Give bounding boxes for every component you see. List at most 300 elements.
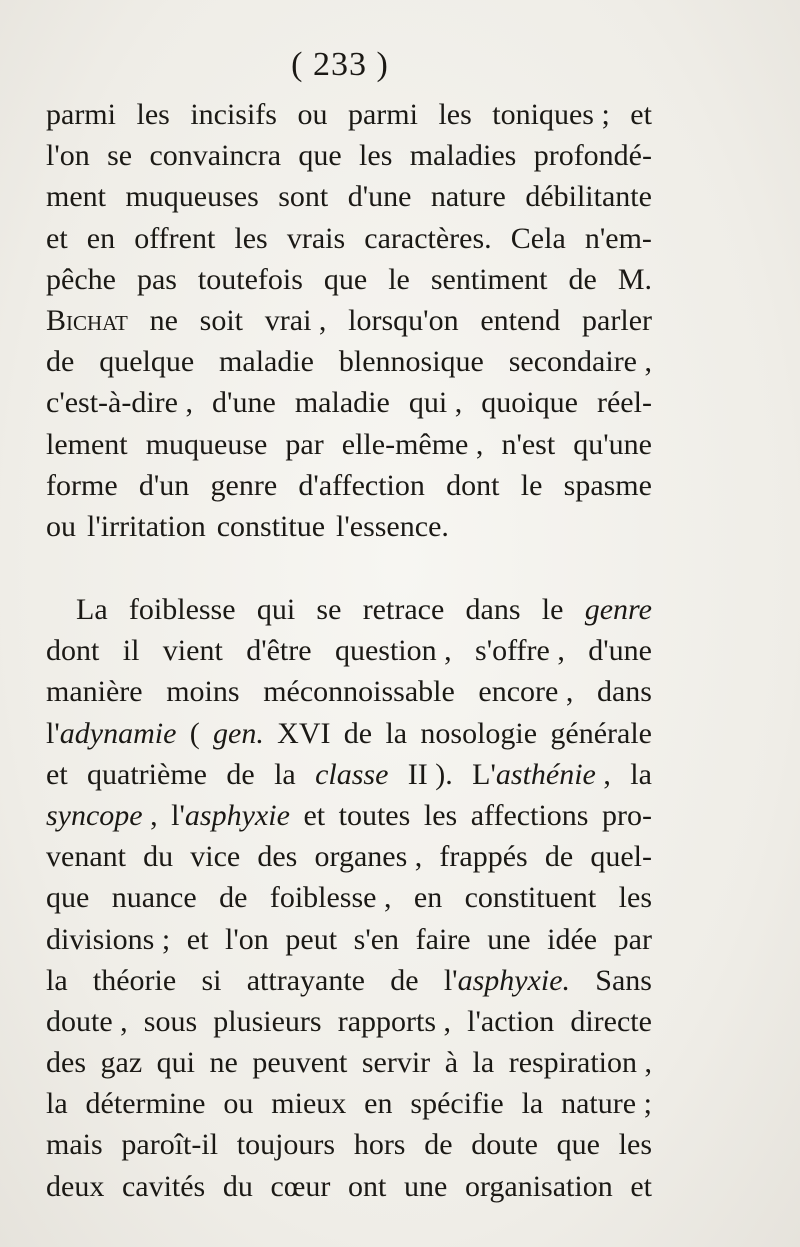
word: les <box>359 139 393 173</box>
word: peuvent <box>252 1046 348 1080</box>
word: gaz <box>100 1046 143 1080</box>
word-group <box>569 259 597 300</box>
word-group <box>471 1124 538 1165</box>
word: par <box>285 427 324 461</box>
word-group <box>348 1166 386 1207</box>
word-group <box>46 506 76 547</box>
word: que <box>298 139 342 173</box>
word: doute , <box>46 1004 128 1038</box>
text-line <box>46 630 652 671</box>
word: nature ; <box>561 1087 652 1121</box>
text-line <box>46 135 652 176</box>
word-group <box>385 713 407 754</box>
word-group <box>87 754 207 795</box>
word-group <box>590 836 652 877</box>
word-group <box>125 176 258 217</box>
word: détermine <box>85 1087 206 1121</box>
text-line <box>46 424 652 465</box>
word-group <box>234 218 267 259</box>
word-group <box>431 176 506 217</box>
word: maladies <box>409 139 517 173</box>
word-group <box>46 176 106 217</box>
word-group <box>46 300 128 341</box>
word: offrent <box>134 221 216 255</box>
text-line <box>46 754 652 795</box>
word: à <box>444 1046 459 1080</box>
word-group <box>46 259 116 300</box>
word-group <box>190 713 200 754</box>
word: générale <box>550 716 652 750</box>
word-group <box>408 754 453 795</box>
word-group <box>424 1124 452 1165</box>
word: d'une <box>588 634 652 668</box>
word: sont <box>278 180 329 214</box>
word: , <box>150 798 158 832</box>
word: de <box>219 881 248 915</box>
word-group <box>257 589 295 630</box>
text-line <box>46 1001 652 1042</box>
word-group <box>338 1001 451 1042</box>
word: sentiment <box>430 262 548 296</box>
word: nature <box>430 180 506 214</box>
word-group <box>46 1124 103 1165</box>
word: l'essence. <box>336 509 449 543</box>
word: s'en <box>353 922 400 956</box>
word-group <box>416 919 471 960</box>
word: secondaire , <box>508 345 652 379</box>
word-group <box>618 259 652 300</box>
word: XVI <box>277 716 331 750</box>
word-group <box>297 94 327 135</box>
text-line <box>46 506 652 547</box>
word-group <box>210 1042 238 1083</box>
word-group <box>509 341 652 382</box>
word-group <box>163 630 223 671</box>
word-group <box>582 300 652 341</box>
word: servir <box>361 1046 431 1080</box>
word: ( <box>189 716 200 750</box>
text-line <box>46 259 652 300</box>
word: toutes <box>338 798 411 832</box>
word-group <box>597 382 652 423</box>
word-group <box>247 960 365 1001</box>
word-group <box>431 259 548 300</box>
word: n'est <box>501 427 556 461</box>
word: adynamie <box>59 716 177 750</box>
word-group <box>511 218 566 259</box>
word-group <box>46 1042 86 1083</box>
word-group <box>46 382 193 423</box>
word: que <box>556 1128 600 1162</box>
word: d'une <box>347 180 412 214</box>
text-line <box>46 671 652 712</box>
word: plusieurs <box>213 1004 322 1038</box>
word: les <box>438 98 472 131</box>
word: cœur <box>270 1169 331 1203</box>
word: vice <box>190 840 241 874</box>
word-group <box>123 630 140 671</box>
word-group <box>211 465 278 506</box>
word-group <box>595 960 652 1001</box>
word-group <box>166 671 239 712</box>
word-group <box>46 754 68 795</box>
word: dans <box>465 593 521 626</box>
word: nuance <box>111 881 197 915</box>
word-group <box>573 424 652 465</box>
word: les <box>136 98 170 131</box>
word-group <box>46 465 118 506</box>
word-group <box>342 424 484 465</box>
text-line <box>46 589 652 630</box>
word: la <box>274 757 296 791</box>
word-group <box>99 341 194 382</box>
word: d'une <box>212 386 276 420</box>
word: doute <box>471 1128 538 1162</box>
word-group <box>46 960 68 1001</box>
word: asthénie <box>495 757 596 791</box>
word-group <box>217 506 325 547</box>
word: qui <box>156 1046 196 1080</box>
word: paroît-il <box>121 1128 219 1162</box>
text-line <box>46 176 652 217</box>
text-line <box>46 919 652 960</box>
word: frappés <box>439 840 528 874</box>
word: maladie <box>219 345 314 379</box>
word-group <box>585 218 652 259</box>
word-group <box>198 259 303 300</box>
word-group <box>190 836 240 877</box>
word: asphyxie <box>184 798 290 832</box>
word: vrai , <box>264 303 327 337</box>
word-group <box>525 176 652 217</box>
word: l' <box>171 798 185 832</box>
word-group <box>277 713 330 754</box>
word: se <box>316 593 342 626</box>
word: la <box>385 716 408 750</box>
word: rapports , <box>337 1004 452 1038</box>
word-group <box>501 424 555 465</box>
word: toutefois <box>197 262 303 296</box>
word-group <box>295 382 390 423</box>
word: qu'une <box>573 427 652 461</box>
word: des <box>257 840 298 874</box>
word: la <box>521 1087 544 1121</box>
word: ou <box>46 509 76 543</box>
word-group <box>213 1001 321 1042</box>
word: en <box>364 1087 393 1121</box>
word-group <box>270 1166 330 1207</box>
word-group <box>570 1001 652 1042</box>
word-group <box>298 465 424 506</box>
word-group <box>46 341 74 382</box>
word: une <box>487 922 531 956</box>
word: que <box>323 262 368 296</box>
word: blennosique <box>338 345 484 379</box>
word-group <box>265 300 327 341</box>
word-group <box>336 506 449 547</box>
word: faire <box>415 922 471 956</box>
word: une <box>404 1169 448 1203</box>
word-group <box>410 1083 503 1124</box>
word: genre <box>584 593 652 626</box>
text-line <box>46 713 652 754</box>
word: M. <box>617 262 652 296</box>
word-group <box>315 836 423 877</box>
word: retrace <box>362 593 445 626</box>
word: si <box>201 963 222 997</box>
word: la <box>46 1087 68 1121</box>
word-group <box>390 960 418 1001</box>
word-group <box>285 919 337 960</box>
word: organisation <box>464 1169 613 1203</box>
word-group <box>171 795 290 836</box>
word: ment <box>46 180 106 214</box>
word-group <box>344 713 372 754</box>
word: qui , <box>408 386 463 420</box>
word: ne <box>149 303 178 337</box>
word-group <box>46 1166 104 1207</box>
word: spasme <box>563 468 652 502</box>
word: affections <box>470 798 589 832</box>
word-group <box>619 1124 652 1165</box>
word: muqueuses <box>125 180 259 214</box>
word: et <box>186 922 209 956</box>
word: ou <box>297 98 328 131</box>
word: réel- <box>596 386 652 420</box>
word-group <box>348 300 458 341</box>
word-group <box>471 795 589 836</box>
word: muqueuse <box>145 427 268 461</box>
word: sous <box>143 1004 198 1038</box>
word-group <box>564 465 652 506</box>
word: peut <box>285 922 338 956</box>
word-group <box>410 135 517 176</box>
word-group <box>46 919 170 960</box>
word: ne <box>209 1046 238 1080</box>
word-group <box>335 630 452 671</box>
word-group <box>46 671 143 712</box>
text-line <box>46 1166 652 1207</box>
word: n'em- <box>584 221 652 255</box>
word-group <box>237 1124 335 1165</box>
word: par <box>613 922 652 956</box>
word: quatrième <box>87 757 207 791</box>
word: l'on <box>46 139 90 173</box>
word-group <box>420 713 537 754</box>
word: le <box>520 468 543 502</box>
word-group <box>46 218 68 259</box>
word-group <box>87 218 115 259</box>
paragraph <box>46 589 652 1207</box>
word: moins <box>166 675 240 709</box>
word-group <box>619 877 652 918</box>
word-group <box>263 671 455 712</box>
word: vient <box>162 634 223 668</box>
word-group <box>219 877 247 918</box>
word-group <box>545 836 573 877</box>
word: les <box>618 881 652 915</box>
word: de <box>226 757 255 791</box>
word-group <box>46 795 158 836</box>
word-group <box>139 465 189 506</box>
word: parler <box>582 303 652 337</box>
word-group <box>561 1083 652 1124</box>
word-group <box>200 300 243 341</box>
word-group <box>46 713 176 754</box>
word: la <box>472 1046 495 1080</box>
word: se <box>107 139 133 173</box>
word-group <box>630 754 652 795</box>
word: quoique <box>481 386 578 420</box>
word-group <box>602 795 652 836</box>
word-group <box>354 919 399 960</box>
word: en <box>413 881 443 915</box>
word: de <box>343 716 373 750</box>
word-group <box>557 1124 600 1165</box>
word-group <box>521 465 543 506</box>
page-number: ( 233 ) <box>291 46 389 83</box>
word: gen. <box>213 716 264 750</box>
word-group <box>271 1083 346 1124</box>
word-group <box>190 94 277 135</box>
word: lement <box>46 427 128 461</box>
word: du <box>222 1169 253 1203</box>
text-line <box>46 341 652 382</box>
word-group <box>542 589 564 630</box>
word-group <box>467 1001 554 1042</box>
word: l'on <box>225 922 269 956</box>
word: et <box>630 1169 652 1203</box>
word: toniques ; <box>492 98 610 131</box>
word-group <box>136 94 169 135</box>
word-group <box>287 218 345 259</box>
word-group <box>315 754 388 795</box>
word-group <box>112 877 197 918</box>
word-group <box>522 1083 544 1124</box>
word: attrayante <box>246 963 365 997</box>
word: constitue <box>216 509 326 543</box>
word-group <box>316 589 341 630</box>
word: de <box>390 963 419 997</box>
word-group <box>472 754 611 795</box>
word: maladie <box>294 386 390 420</box>
word: deux <box>46 1169 105 1203</box>
word-group <box>550 713 652 754</box>
word: vrais <box>286 221 346 255</box>
word-group <box>122 1166 205 1207</box>
text-line <box>46 382 652 423</box>
word-group <box>364 1083 392 1124</box>
text-line <box>46 300 652 341</box>
word-group <box>630 1166 652 1207</box>
word: dont <box>446 468 500 502</box>
word-group <box>87 506 206 547</box>
word: , <box>603 757 611 791</box>
word: profondé- <box>533 139 652 173</box>
word: quelque <box>99 345 195 379</box>
word-group <box>478 671 573 712</box>
word: caractères. <box>364 221 492 255</box>
word: Bichat <box>46 303 128 337</box>
word: les <box>618 1128 652 1162</box>
word-group <box>212 382 276 423</box>
word: respiration , <box>508 1046 652 1080</box>
word-group <box>364 218 491 259</box>
word-group <box>149 135 281 176</box>
word: hors <box>353 1128 406 1162</box>
word: entend <box>480 303 561 337</box>
word: parmi <box>347 98 418 131</box>
word-group <box>534 135 652 176</box>
word: asphyxie. <box>457 963 571 997</box>
word-group <box>409 382 462 423</box>
word: cavités <box>121 1169 206 1203</box>
word: ou <box>223 1087 254 1121</box>
word-group <box>157 1042 195 1083</box>
word-group <box>86 1083 206 1124</box>
word-group <box>597 671 652 712</box>
word-group <box>46 135 90 176</box>
text-line <box>46 877 652 918</box>
word: question , <box>334 634 452 668</box>
word: d'être <box>246 634 312 668</box>
word: de <box>568 262 597 296</box>
word: quel- <box>590 840 652 874</box>
word: soit <box>199 303 244 337</box>
text-line <box>46 218 652 259</box>
word-group <box>465 877 597 918</box>
word-group <box>424 795 457 836</box>
word-group <box>303 795 325 836</box>
word-group <box>446 465 499 506</box>
word: encore , <box>478 675 574 709</box>
word-group <box>414 877 442 918</box>
word: directe <box>570 1004 652 1038</box>
word: classe <box>315 757 389 791</box>
word: de <box>46 345 75 379</box>
word-group <box>46 630 99 671</box>
word: spécifie <box>410 1087 504 1121</box>
word-group <box>101 1042 143 1083</box>
word: mais <box>46 1128 103 1162</box>
word: le <box>541 593 564 626</box>
word-group <box>121 1124 218 1165</box>
word-group <box>201 960 221 1001</box>
word-group <box>298 135 341 176</box>
word: constituent <box>464 881 597 915</box>
word-group <box>509 1042 652 1083</box>
word: elle-même , <box>341 427 484 461</box>
word-group <box>226 754 254 795</box>
word-group <box>492 94 610 135</box>
word-group <box>274 754 296 795</box>
word-group <box>348 176 412 217</box>
word: Sans <box>595 963 652 997</box>
word: l' <box>46 716 60 750</box>
word-group <box>444 960 570 1001</box>
word-group <box>614 919 652 960</box>
word-group <box>46 94 116 135</box>
word: et <box>46 221 68 255</box>
word-group <box>144 1001 197 1042</box>
word: divisions ; <box>46 922 171 956</box>
word: ont <box>348 1169 387 1203</box>
word-group <box>481 382 578 423</box>
word: l'irritation <box>87 509 206 543</box>
word-group <box>487 919 530 960</box>
word: La <box>76 593 108 626</box>
word-group <box>480 300 560 341</box>
